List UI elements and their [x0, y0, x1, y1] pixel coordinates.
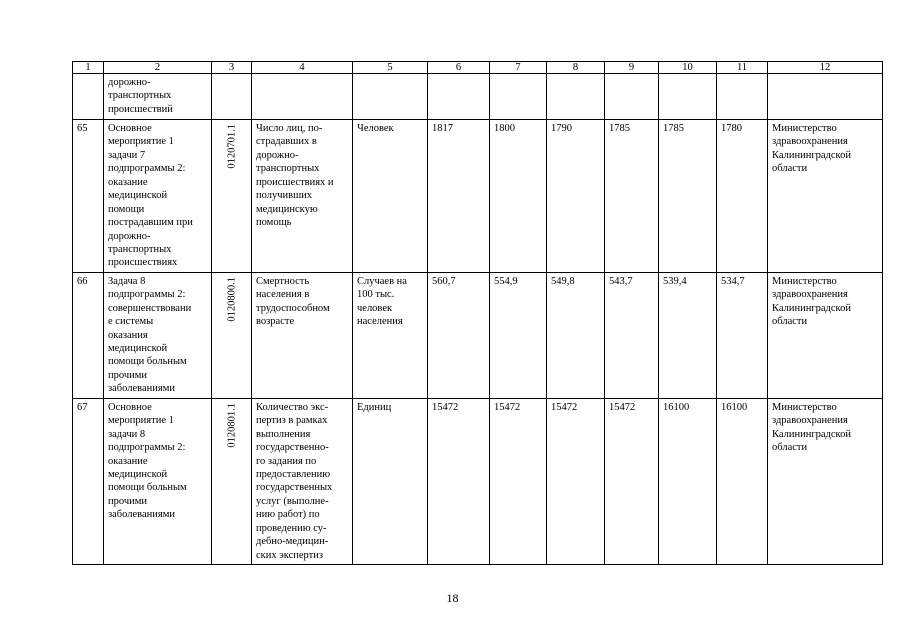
value-col-8: 1790	[547, 120, 605, 273]
value-col-6	[428, 74, 490, 120]
value-col-9: 1785	[605, 120, 659, 273]
value-col-11: 534,7	[717, 272, 768, 398]
col-header: 8	[547, 62, 605, 74]
value-col-10: 1785	[659, 120, 717, 273]
value-col-11: 16100	[717, 398, 768, 564]
row-number: 65	[73, 120, 104, 273]
value-col-11	[717, 74, 768, 120]
row-number: 66	[73, 272, 104, 398]
responsible	[768, 74, 883, 120]
page-number: 18	[446, 591, 459, 605]
value-col-10: 539,4	[659, 272, 717, 398]
table-row	[73, 398, 883, 564]
value-col-9: 543,7	[605, 272, 659, 398]
value-col-8: 15472	[547, 398, 605, 564]
table-row	[73, 272, 883, 398]
responsible: Министерство здравоохранения Калининградской области	[768, 120, 883, 273]
col-header: 2	[104, 62, 212, 74]
col-header: 11	[717, 62, 768, 74]
value-col-9: 15472	[605, 398, 659, 564]
value-col-8: 549,8	[547, 272, 605, 398]
value-col-7	[490, 74, 547, 120]
value-col-6: 560,7	[428, 272, 490, 398]
unit: Единиц	[353, 398, 428, 564]
budget-code	[212, 74, 252, 120]
indicator-name: Смертность населения в трудоспособном возрасте	[252, 272, 353, 398]
col-header: 12	[768, 62, 883, 74]
row-number	[73, 74, 104, 120]
budget-code-text: 0120800.1	[225, 276, 237, 322]
col-header: 5	[353, 62, 428, 74]
col-header: 6	[428, 62, 490, 74]
indicator-name: Число лиц, по- страдавших в дорожно- транспортных происшествиях и получивших медицинскую помощь	[252, 120, 353, 273]
value-col-6: 1817	[428, 120, 490, 273]
col-header: 1	[73, 62, 104, 74]
value-col-9	[605, 74, 659, 120]
indicator-table	[72, 61, 883, 565]
value-col-7: 1800	[490, 120, 547, 273]
col-header: 3	[212, 62, 252, 74]
row-number: 67	[73, 398, 104, 564]
unit: Случаев на 100 тыс. человек населения	[353, 272, 428, 398]
value-col-8	[547, 74, 605, 120]
budget-code	[212, 272, 252, 398]
measure-description: Задача 8 подпрограммы 2: совершенствовани е системы оказания медицинской помощи больным прочими заболеваниями	[104, 272, 212, 398]
unit: Человек	[353, 120, 428, 273]
budget-code-text: 0120701.1	[225, 124, 237, 169]
col-header: 10	[659, 62, 717, 74]
measure-description: Основное мероприятие 1 задачи 7 подпрограммы 2: оказание медицинской помощи пострадавшим при дорожно- транспортных происшествиях	[104, 120, 212, 273]
responsible: Министерство здравоохранения Калининградской области	[768, 398, 883, 564]
indicator-name	[252, 74, 353, 120]
col-header: 9	[605, 62, 659, 74]
value-col-10	[659, 74, 717, 120]
value-col-7: 554,9	[490, 272, 547, 398]
col-header: 4	[252, 62, 353, 74]
budget-code	[212, 398, 252, 564]
table-row	[73, 120, 883, 273]
value-col-10: 16100	[659, 398, 717, 564]
measure-description: дорожно- транспортных происшествий	[104, 74, 212, 120]
responsible: Министерство здравоохранения Калининградской области	[768, 272, 883, 398]
budget-code	[212, 120, 252, 273]
value-col-7: 15472	[490, 398, 547, 564]
value-col-11: 1780	[717, 120, 768, 273]
indicator-name: Количество экс- пертиз в рамках выполнения государственно- го задания по предоставлению государственных услуг (выполне- нию работ) по проведению су- дебно-медицин- ских экспертиз	[252, 398, 353, 564]
measure-description: Основное мероприятие 1 задачи 8 подпрограммы 2: оказание медицинской помощи больным прочими заболеваниями	[104, 398, 212, 564]
col-header: 7	[490, 62, 547, 74]
table-row	[73, 74, 883, 120]
budget-code-text: 0120801.1	[225, 402, 237, 448]
header-row	[73, 62, 883, 74]
value-col-6: 15472	[428, 398, 490, 564]
unit	[353, 74, 428, 120]
